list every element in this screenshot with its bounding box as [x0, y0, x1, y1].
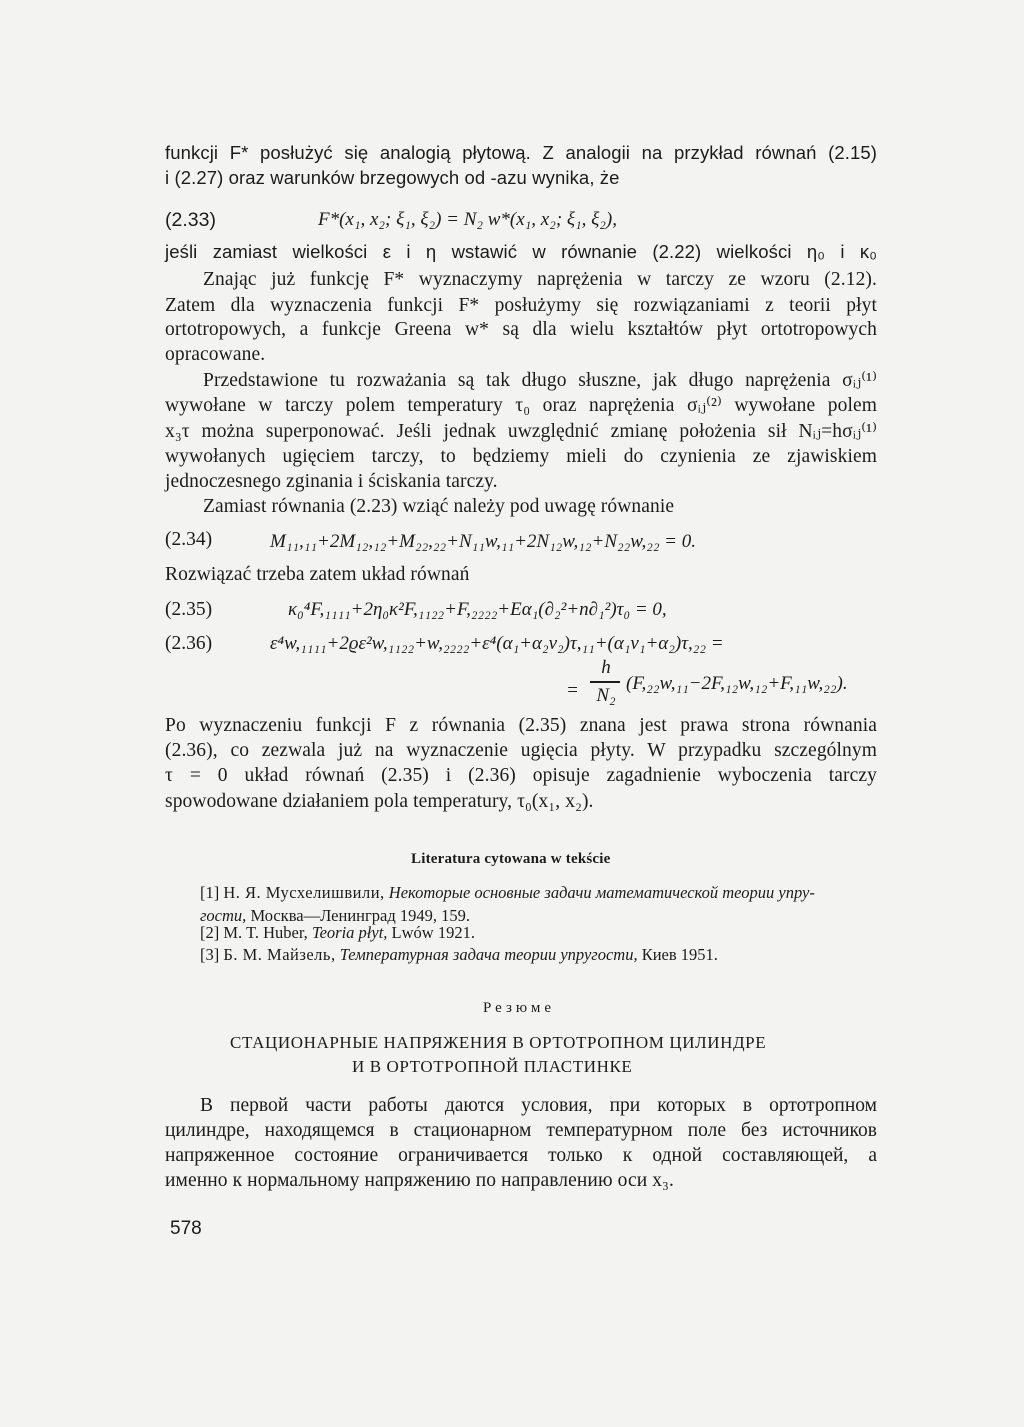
equals-sign: = — [566, 680, 579, 701]
text-line-1: funkcji F* posłużyć się analogią płytową. Z analogii na przykład równań (2.15) — [165, 142, 877, 163]
text-line-2: i (2.27) oraz warunków brzegowych od -azu wynika, że — [165, 167, 620, 188]
text-line-7: opracowane. — [165, 344, 266, 365]
text-line-13: Zamiast równania (2.23) wziąć należy pod uwagę równanie — [203, 496, 675, 517]
page-number: 578 — [170, 1218, 202, 1239]
equation-number-2-34: (2.34) — [165, 529, 213, 550]
equation-number-2-33: (2.33) — [165, 209, 216, 231]
resume-text-line-1: В первой части работы даются условия, при которых в ортотропном — [200, 1095, 877, 1116]
text-line-6: ortotropowych, a funkcje Greena w* są dla wielu kształtów płyt ortotropowych — [165, 319, 877, 340]
text-line-11: wywołanych ugięciem tarczy, to będziemy mieli do czynienia ze zjawiskiem — [165, 446, 877, 467]
equation-2-36-first-line: ε⁴w,₁₁₁₁+2ϱε²w,₁₁₂₂+w,₂₂₂₂+ε⁴(α₁+α₂ν₂)τ,₁₁+(α₁ν₁+α₂)τ,₂₂ = — [270, 633, 724, 654]
text-line-3: jeśli zamiast wielkości ε i η wstawić w równanie (2.22) wielkości η₀ i κ₀ — [165, 241, 877, 262]
equation-number-2-36: (2.36) — [165, 633, 213, 654]
reference-title: гости, — [200, 906, 247, 925]
text-line-16: (2.36), co zezwala już na wyznaczenie ugięcia płyty. W przypadku szczególnym — [165, 740, 877, 761]
reference-title: Teoria płyt, — [311, 923, 388, 942]
text-line-12: jednoczesnego zginania i ściskania tarczy. — [165, 471, 498, 492]
text-line-17: τ = 0 układ równań (2.35) i (2.36) opisuje zagadnienie wyboczenia tarczy — [165, 765, 877, 786]
reference-author: M. T. Huber, — [223, 923, 308, 942]
text-line-18: spowodowane działaniem pola temperatury, τ₀(x₁, x₂). — [165, 791, 594, 812]
reference-number: [3] — [200, 945, 220, 964]
resume-title-line-2: И В ОРТОТРОПНОЙ ПЛАСТИНКЕ — [352, 1057, 633, 1076]
resume-title-line-1: СТАЦИОНАРНЫЕ НАПРЯЖЕНИЯ В ОРТОТРОПНОМ ЦИЛИНДРЕ — [230, 1033, 767, 1052]
equation-2-35: κ₀⁴F,₁₁₁₁+2η₀κ²F,₁₁₂₂+F,₂₂₂₂+Eα₁(∂₂²+n∂₁²)τ₀ = 0, — [288, 599, 667, 620]
reference-rest: Lwów 1921. — [391, 923, 475, 942]
fraction-bar — [590, 681, 620, 683]
equation-2-33: F*(x₁, x₂; ξ₁, ξ₂) = N₂ w*(x₁, x₂; ξ₁, ξ₂), — [318, 209, 617, 230]
reference-rest: Москва—Ленинград 1949, 159. — [250, 906, 470, 925]
equation-2-36-second-line: (F,₂₂w,₁₁−2F,₁₂w,₁₂+F,₁₁w,₂₂). — [626, 673, 848, 694]
reference-author: Б. М. Майзель, — [223, 945, 336, 964]
fraction-denominator: N₂ — [596, 685, 616, 706]
text-line-14: Rozwiązać trzeba zatem układ równań — [165, 564, 470, 585]
equation-2-34: M₁₁,₁₁+2M₁₂,₁₂+M₂₂,₂₂+N₁₁w,₁₁+2N₁₂w,₁₂+N₂₂w,₂₂ = 0. — [270, 531, 696, 552]
reference-2 — [200, 922, 475, 944]
reference-author: Н. Я. Мусхелишвили, — [223, 883, 385, 902]
reference-title: Температурная задача теории упругости, — [339, 945, 638, 964]
resume-text-line-3: напряженное состояние ограничивается только к одной составляющей, а — [165, 1145, 877, 1166]
reference-1 — [200, 882, 815, 904]
reference-number: [1] — [200, 883, 220, 902]
text-line-5: Zatem dla wyznaczenia funkcji F* posłużymy się rozwiązaniami z teorii płyt — [165, 295, 877, 316]
reference-title: Некоторые основные задачи математической теории упру- — [388, 883, 815, 902]
reference-rest: Киев 1951. — [641, 945, 718, 964]
text-line-9: wywołane w tarczy polem temperatury τ₀ oraz naprężenia σᵢⱼ⁽²⁾ wywołane polem — [165, 395, 877, 416]
literature-heading: Literatura cytowana w tekście — [411, 851, 611, 867]
text-line-15: Po wyznaczeniu funkcji F z równania (2.35) znana jest prawa strona równania — [165, 715, 877, 736]
text-line-10: x₃τ można superponować. Jeśli jednak uwzględnić zmianę położenia sił Nᵢⱼ=hσᵢⱼ⁽¹⁾ — [165, 421, 877, 442]
text-line-4: Znając już funkcję F* wyznaczymy naprężenia w tarczy ze wzoru (2.12). — [203, 269, 877, 290]
resume-label: Резюме — [483, 1000, 556, 1016]
fraction-numerator: h — [601, 657, 611, 678]
text-line-8: Przedstawione tu rozważania są tak długo słuszne, jak długo naprężenia σᵢⱼ⁽¹⁾ — [203, 370, 877, 391]
reference-number: [2] — [200, 923, 220, 942]
equation-number-2-35: (2.35) — [165, 599, 213, 620]
reference-3 — [200, 944, 718, 966]
resume-text-line-2: цилиндре, находящемся в стационарном температурном поле без источников — [165, 1120, 877, 1141]
resume-text-line-4: именно к нормальному напряжению по направлению оси x₃. — [165, 1170, 674, 1191]
